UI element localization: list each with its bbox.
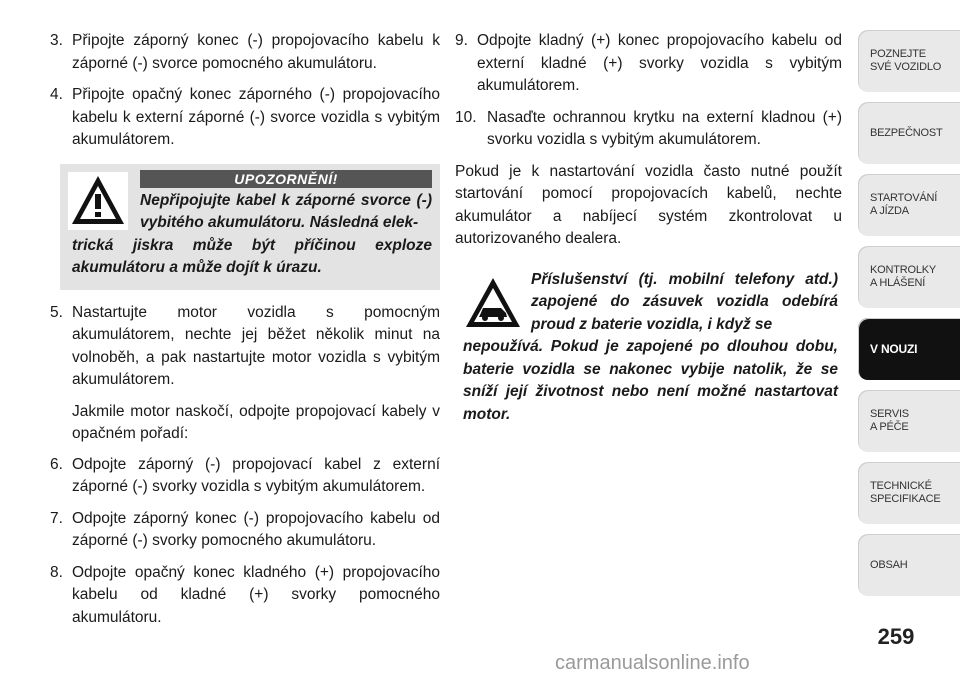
note-text-first: Příslušenství (tj. mobilní telefony atd.) zapojené do zásuvek vozidla odebírá proud z baterie vozidla, i když se	[531, 270, 838, 333]
note-text-rest: nepoužívá. Pokud je zapojené po dlouhou dobu, baterie vozidla se nakonec vybije natolik, že se sníží její životnost nebo není možné nastartovat motor.	[463, 338, 838, 423]
step-number: 9.	[455, 32, 468, 49]
step-text: Připojte záporný konec (-) propojovacího kabelu k záporné (-) svorce pomocného akumulátoru.	[72, 32, 440, 72]
tab-starting-driving[interactable]	[858, 174, 960, 236]
tab-safety[interactable]	[858, 102, 960, 164]
step-number: 8.	[50, 563, 63, 581]
warning-title: UPOZORNĚNÍ!	[140, 170, 432, 188]
warning-text-first: Nepřipojujte kabel k záporné svorce (-) vybitého akumulátoru. Následná elek-	[140, 191, 432, 231]
step-text: Nastartujte motor vozidla s pomocným akumulátorem, nechte jej běžet několik minut na volnoběh, a pak nastartujte motor vozidla s vybitým akumulátorem.	[72, 303, 440, 388]
tab-label: STARTOVÁNÍ A JÍZDA	[870, 192, 938, 217]
step-number: 3.	[50, 32, 63, 49]
chapter-tabs	[858, 30, 960, 606]
page-number: 259	[877, 624, 915, 649]
tab-service-care[interactable]	[858, 390, 960, 452]
step-4	[50, 84, 440, 152]
left-column	[50, 30, 440, 638]
step-text: Připojte opačný konec záporného (-) propojovacího kabelu k externí záporné (-) svorce vozidla s vybitým akumulátorem.	[72, 86, 440, 148]
tab-warning-lights[interactable]	[858, 246, 960, 308]
warning-box	[60, 164, 440, 290]
step-number: 6.	[50, 455, 63, 473]
warning-text-rest: trická jiskra může být příčinou exploze akumulátoru a může dojít k úrazu.	[72, 236, 432, 276]
step-6	[50, 454, 440, 499]
tab-label: POZNEJTE SVÉ VOZIDLO	[870, 48, 942, 73]
step-7	[50, 508, 440, 553]
step-9	[455, 30, 842, 98]
step-10	[455, 107, 842, 152]
step-number: 7.	[50, 509, 63, 527]
step-text: Nasaďte ochrannou krytku na externí kladnou (+) svorku vozidla s vybitým akumulátorem.	[487, 108, 842, 148]
step-5	[50, 302, 440, 392]
tab-technical-specs[interactable]	[858, 462, 960, 524]
warning-triangle-icon	[68, 172, 128, 230]
step-8	[50, 562, 440, 630]
step-number: 10.	[455, 108, 477, 126]
step-number: 4.	[50, 86, 63, 103]
step-5-paragraph: Jakmile motor naskočí, odpojte propojovací kabely v opačném pořadí:	[72, 402, 440, 442]
watermark: carmanualsonline.info	[555, 652, 750, 674]
step-text: Odpojte kladný (+) konec propojovacího kabelu od externí kladné (+) svorky vozidla s vybitým akumulátorem.	[477, 32, 842, 94]
tab-label: V NOUZI	[870, 341, 918, 356]
dealer-paragraph: Pokud je k nastartování vozidla často nutné použít startování pomocí propojovacích kabelů, nechte akumulátor a nabíjecí systém zkontrolovat u autorizovaného dealera.	[455, 162, 842, 247]
tab-label: TECHNICKÉ SPECIFIKACE	[870, 480, 941, 505]
tab-know-your-vehicle[interactable]	[858, 30, 960, 92]
tab-contents[interactable]	[858, 534, 960, 596]
car-warning-icon	[463, 275, 523, 331]
step-text: Odpojte záporný konec (-) propojovacího kabelu od záporné (-) svorky pomocného akumulátoru.	[72, 509, 440, 549]
tab-label: OBSAH	[870, 558, 908, 571]
accessory-note	[463, 269, 838, 427]
tab-emergency[interactable]	[858, 318, 960, 380]
tab-label: KONTROLKY A HLÁŠENÍ	[870, 264, 937, 289]
step-3	[50, 30, 440, 75]
step-text: Odpojte opačný konec kladného (+) propojovacího kabelu od kladné (+) svorky pomocného akumulátoru.	[72, 563, 440, 626]
tab-label: BEZPEČNOST	[870, 126, 943, 139]
tab-label: SERVIS A PÉČE	[870, 408, 909, 433]
step-text: Odpojte záporný (-) propojovací kabel z externí záporné (-) svorky vozidla s vybitým akumulátorem.	[72, 455, 440, 495]
right-column	[455, 30, 842, 426]
step-number: 5.	[50, 303, 63, 321]
